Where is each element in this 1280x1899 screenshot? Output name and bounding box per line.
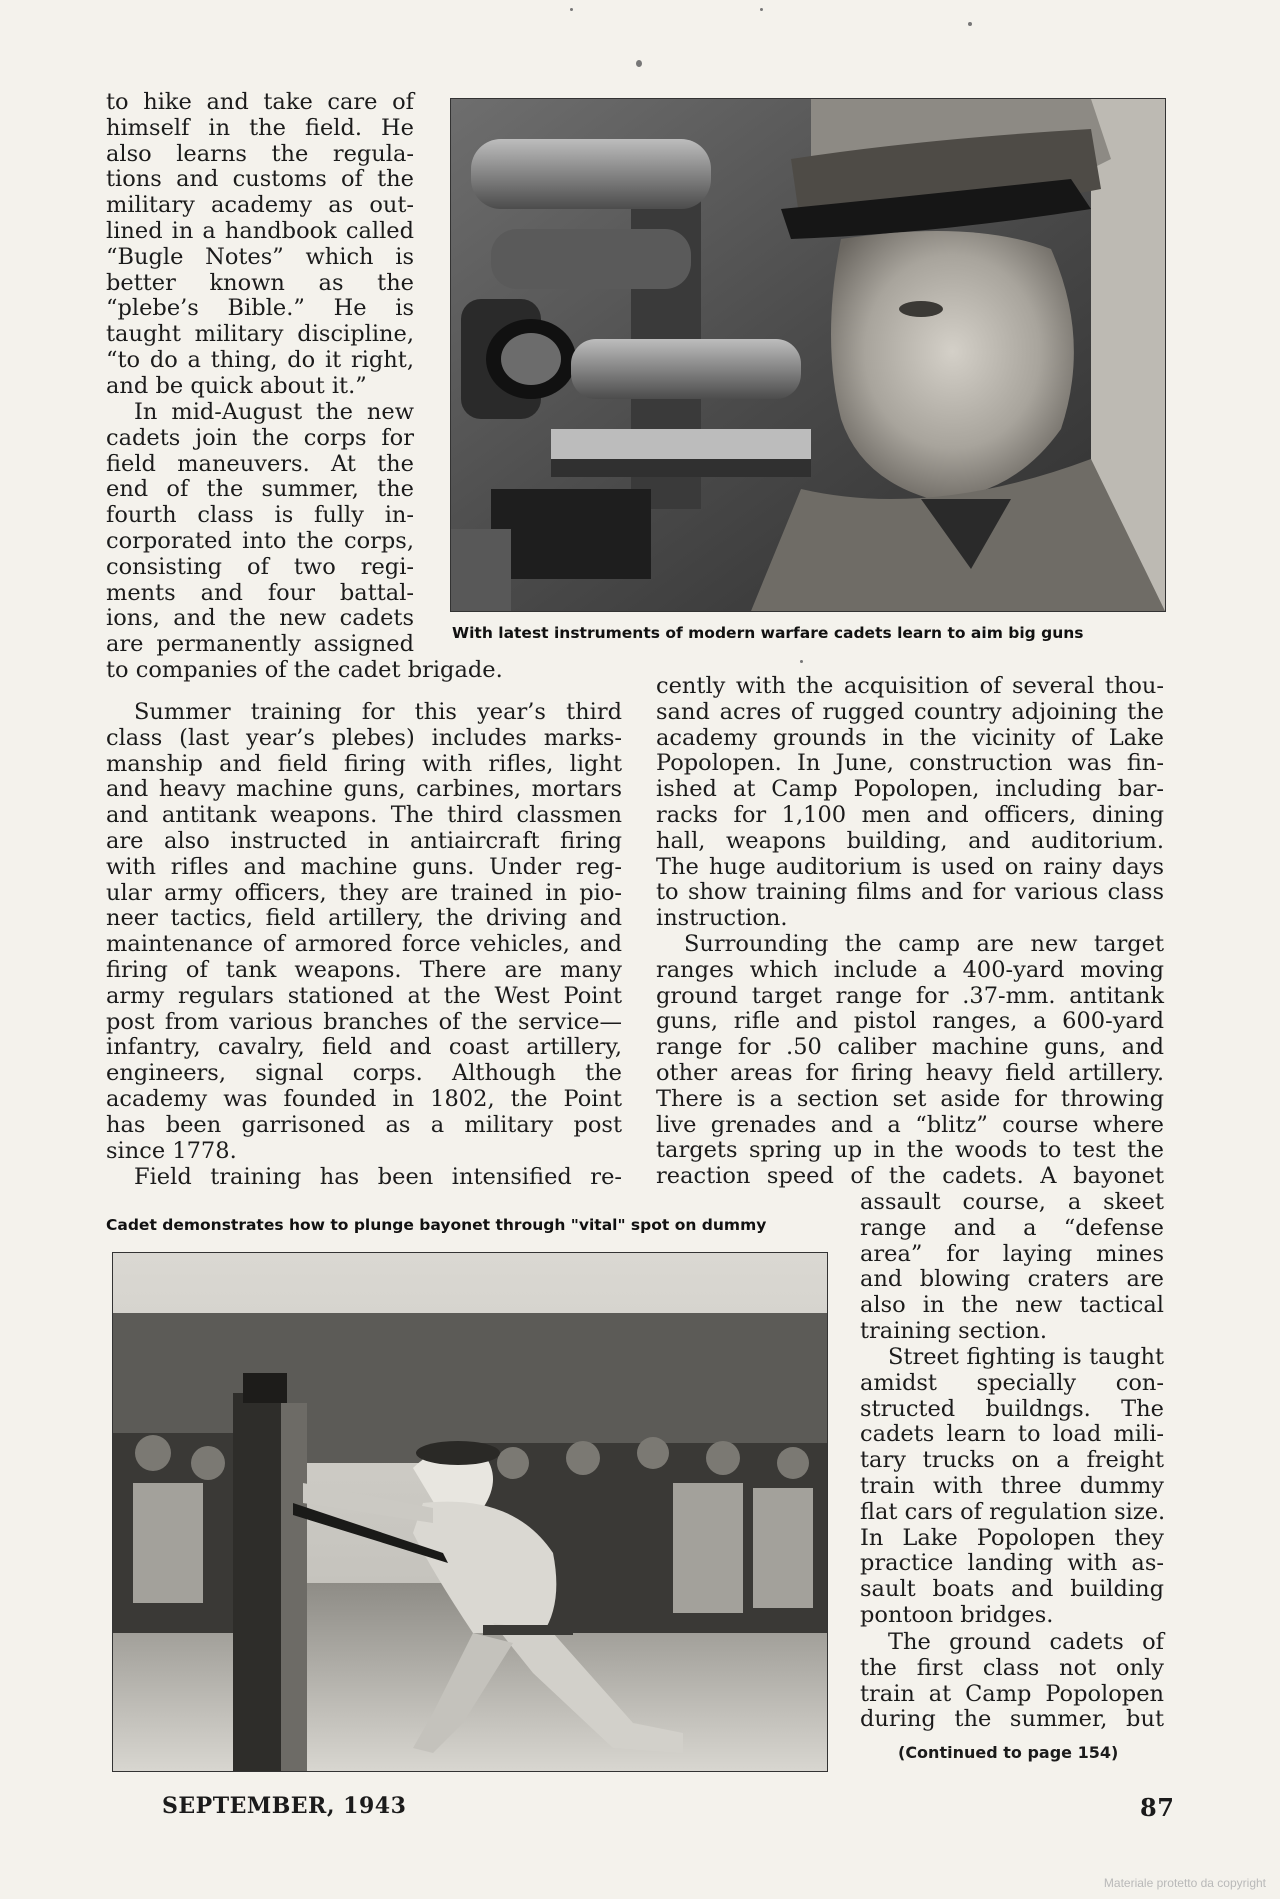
text-line: post from various branches of the service— [106, 1008, 622, 1035]
text-line: and antitank weapons. The third classmen [106, 802, 622, 829]
text-line: engineers, signal corps. Although the [106, 1060, 622, 1087]
text-line: the first class not only [860, 1654, 1164, 1681]
text-line: other areas for firing heavy field artillery. [656, 1059, 1164, 1086]
scan-speck [570, 8, 573, 11]
text-line: training section. [860, 1317, 1048, 1344]
text-line: The huge auditorium is used on rainy days [656, 853, 1164, 880]
text-line: train with three dummy [860, 1472, 1164, 1499]
text-line: live grenades and a “blitz” course where [656, 1111, 1164, 1138]
text-line: ular army officers, they are trained in pio- [106, 879, 622, 906]
text-line: Popolopen. In June, construction was fin- [656, 750, 1164, 777]
text-line: train at Camp Popolopen [860, 1680, 1164, 1707]
text-line: The ground cadets of [888, 1629, 1164, 1655]
text-line: fourth class is fully in- [106, 502, 414, 529]
article-paragraph-6-continued [860, 1190, 1164, 1345]
scan-speck [800, 660, 803, 663]
text-line: guns, rifle and pistol ranges, a 600-yard [656, 1008, 1164, 1035]
article-paragraph-3 [106, 700, 622, 1164]
text-line: assault course, a skeet [860, 1189, 1164, 1215]
text-line: manship and field firing with rifles, light [106, 750, 622, 777]
text-line: consisting of two regi- [106, 553, 414, 580]
text-line: “plebe’s Bible.” He is [106, 295, 414, 322]
text-line: targets spring up in the woods to test the [656, 1137, 1164, 1164]
text-line: racks for 1,100 men and officers, dining [656, 801, 1164, 828]
text-line: ground target range for .37-mm. antitank [656, 982, 1164, 1009]
photo-cadet-aiming [450, 98, 1166, 612]
page-number: 87 [1140, 1793, 1175, 1822]
text-line: tary trucks on a freight [860, 1447, 1164, 1474]
text-line: Street fighting is taught [888, 1344, 1164, 1370]
copyright-watermark: Materiale protetto da copyright [1103, 1876, 1266, 1890]
text-line: cently with the acquisition of several thou- [656, 673, 1164, 699]
photo-bayonet-demo [112, 1252, 828, 1772]
text-line: “Bugle Notes” which is [106, 243, 414, 270]
photo-bayonet-image [113, 1253, 827, 1771]
text-line: ished at Camp Popolopen, including bar- [656, 776, 1164, 803]
text-line: firing of tank weapons. There are many [106, 956, 622, 983]
text-line: practice landing with as- [860, 1550, 1164, 1577]
text-line: Field training has been intensified re- [134, 1164, 622, 1190]
text-line: cadets learn to load mili- [860, 1421, 1164, 1448]
article-paragraph-1 [106, 90, 414, 400]
text-line: flat cars of regulation size. [860, 1498, 1166, 1525]
text-line: In mid-August the new [134, 399, 414, 425]
text-line: and be quick about it.” [106, 372, 367, 399]
photo-cadet-aiming-caption: With latest instruments of modern warfare cadets learn to aim big guns [452, 624, 1084, 642]
text-line: are permanently assigned [106, 631, 414, 658]
scan-speck [968, 22, 972, 26]
text-line: amidst specially con- [860, 1369, 1164, 1396]
text-line: area” for laying mines [860, 1240, 1164, 1267]
text-line: to show training films and for various class [656, 879, 1164, 906]
text-line: cadets join the corps for [106, 424, 414, 451]
photo-bayonet-caption: Cadet demonstrates how to plunge bayonet through "vital" spot on dummy [106, 1216, 767, 1234]
text-line: reaction speed of the cadets. A bayonet [656, 1163, 1164, 1190]
text-line: to hike and take care of [106, 89, 414, 115]
text-line: class (last year’s plebes) includes marks- [106, 724, 622, 751]
text-line: himself in the field. He [106, 114, 414, 141]
text-line: instruction. [656, 905, 788, 932]
scan-speck [760, 8, 763, 11]
text-line: In Lake Popolopen they [860, 1524, 1164, 1551]
article-paragraph-7 [860, 1345, 1164, 1629]
text-line: ranges which include a 400-yard moving [656, 956, 1164, 983]
text-line: has been garrisoned as a military post [106, 1111, 622, 1138]
text-line: end of the summer, the [106, 476, 414, 503]
text-line: sault boats and building [860, 1576, 1164, 1603]
continued-notice: (Continued to page 154) [898, 1743, 1119, 1762]
text-line: maintenance of armored force vehicles, and [106, 931, 622, 958]
text-line: since 1778. [106, 1137, 237, 1164]
text-line: structed buildngs. The [860, 1395, 1164, 1422]
article-paragraph-6 [656, 932, 1164, 1190]
text-line: with rifles and machine guns. Under reg- [106, 853, 622, 880]
text-line: taught military discipline, [106, 321, 414, 348]
text-line: There is a section set aside for throwing [656, 1085, 1164, 1112]
article-paragraph-8 [860, 1630, 1164, 1733]
text-line: are also instructed in antiaircraft firing [106, 827, 622, 854]
photo-cadet-aiming-image [451, 99, 1165, 611]
article-paragraph-5 [656, 674, 1164, 932]
text-line: field maneuvers. At the [106, 450, 414, 477]
scan-speck [636, 60, 642, 67]
text-line: army regulars stationed at the West Point [106, 982, 622, 1009]
text-line: during the summer, but [860, 1706, 1164, 1733]
article-paragraph-4 [106, 1165, 622, 1191]
text-line: ments and four battal- [106, 579, 414, 606]
text-line: academy grounds in the vicinity of Lake [656, 724, 1164, 751]
text-line: and heavy machine guns, carbines, mortars [106, 776, 622, 803]
text-line: “to do a thing, do it right, [106, 346, 414, 373]
text-line: to companies of the cadet brigade. [106, 656, 503, 683]
footer-date: SEPTEMBER, 1943 [162, 1793, 407, 1819]
text-line: range for .50 caliber machine guns, and [656, 1034, 1164, 1061]
text-line: hall, weapons building, and auditorium. [656, 827, 1164, 854]
text-line: Surrounding the camp are new target [684, 931, 1164, 957]
text-line: also in the new tactical [860, 1292, 1164, 1319]
text-line: range and a “defense [860, 1214, 1164, 1241]
text-line: neer tactics, field artillery, the driving and [106, 905, 622, 932]
text-line: academy was founded in 1802, the Point [106, 1085, 622, 1112]
text-line: military academy as out- [106, 192, 414, 219]
text-line: tions and customs of the [106, 166, 414, 193]
text-line: sand acres of rugged country adjoining the [656, 698, 1164, 725]
text-line: lined in a handbook called [106, 217, 414, 244]
article-paragraph-2 [106, 399, 503, 684]
text-line: and blowing craters are [860, 1266, 1164, 1293]
text-line: Summer training for this year’s third [134, 699, 622, 725]
text-line: pontoon bridges. [860, 1601, 1054, 1628]
text-line: corporated into the corps, [106, 527, 414, 554]
text-line: ions, and the new cadets [106, 605, 414, 632]
text-line: also learns the regula- [106, 140, 414, 167]
text-line: better known as the [106, 269, 414, 296]
text-line: infantry, cavalry, field and coast artillery, [106, 1034, 622, 1061]
